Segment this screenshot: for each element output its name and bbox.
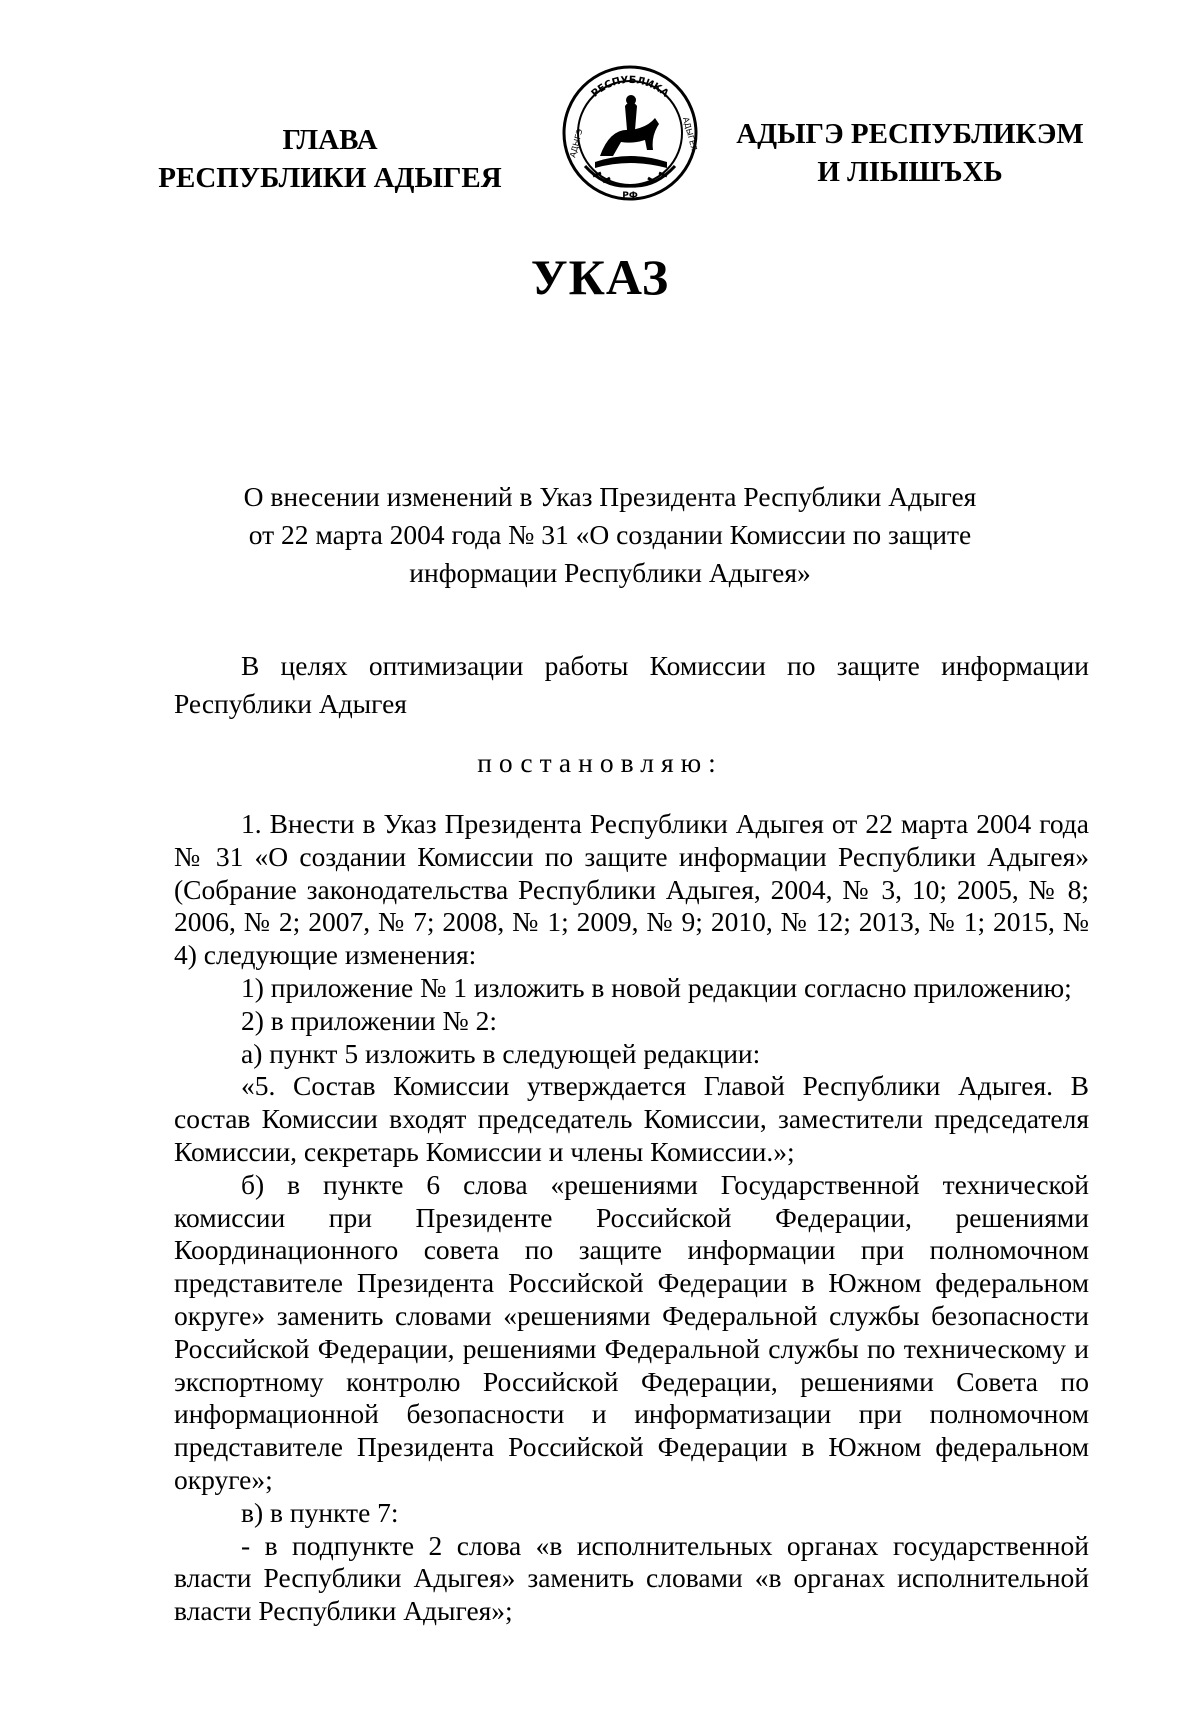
header-right-line1: АДЫГЭ РЕСПУБЛИКЭМ [736,118,1084,150]
emblem-inscription-left: АДЫГЭ [568,127,585,159]
preamble [174,647,1089,723]
body-paragraph: б) в пункте 6 слова «решениями Государственной технической комиссии при Президенте Российской Федерации, решениями Координационного совета по защите информации при полномочном представителе Президента Российской Федерации в Южном федеральном округе» заменить словами «решениями Федеральной службы безопасности Российской Федерации, решениями Федеральной службы по техническому и экспортному контролю Российской Федерации, решениями Совета по информационной безопасности и информатизации при полномочном представителе Президента Российской Федерации в Южном федеральном округе»; [174,1168,1089,1495]
header-left-line2: РЕСПУБЛИКИ АДЫГЕЯ [158,162,502,194]
body-paragraph: «5. Состав Комиссии утверждается Главой Республики Адыгея. В состав Комиссии входят председатель Комиссии, заместители председателя Комиссии, секретарь Комиссии и члены Комиссии.»; [174,1070,1089,1167]
header-left [140,121,520,197]
header-right [720,115,1100,191]
rider-icon [595,95,667,168]
body-paragraph: а) пункт 5 изложить в следующей редакции: [241,1037,761,1069]
coat-of-arms-emblem [555,58,705,208]
decree-word: постановляю: [477,747,723,778]
subject-line: от 22 марта 2004 года № 31 «О создании Комиссии по защите [248,519,972,550]
subject-line: О внесении изменений в Указ Президента Республики Адыгея [243,481,977,512]
document-subject [180,478,1040,592]
emblem-inscription-top: РЕСПУБЛИКА [589,74,671,100]
preamble-text: В целях оптимизации работы Комиссии по защите информации Республики Адыгея [174,650,1089,719]
body-paragraph: - в подпункте 2 слова «в исполнительных органах государственной власти Республики Адыгея» заменить словами «в органах исполнительной власти Республики Адыгея»; [174,1529,1089,1627]
body-paragraph: 1. Внести в Указ Президента Республики Адыгея от 22 марта 2004 года № 31 «О создании Комиссии по защите информации Республики Адыгея» (Собрание законодательства Республики Адыгея, 2004, № 3, 10; 2005, № 8; 2006, № 2; 2007, № 7; 2008, № 1; 2009, № 9; 2010, № 12; 2013, № 1; 2015, № 4) следующие изменения: [174,808,1089,971]
body-paragraph: 2) в приложении № 2: [241,1004,497,1036]
subject-line: информации Республики Адыгея» [409,557,811,588]
decree-body [174,808,1089,1628]
header-left-line1: ГЛАВА [282,124,378,156]
body-paragraph: 1) приложение № 1 изложить в новой редакции согласно приложению; [241,971,1072,1003]
emblem-inscription-bottom: РФ [622,191,638,201]
document-type-title: УКАЗ [530,249,670,305]
header-right-line2: И ЛІЫШЪХЬ [817,156,1003,188]
emblem-inscription-right: АДЫГЕЯ [681,116,699,152]
body-paragraph: в) в пункте 7: [241,1496,399,1528]
